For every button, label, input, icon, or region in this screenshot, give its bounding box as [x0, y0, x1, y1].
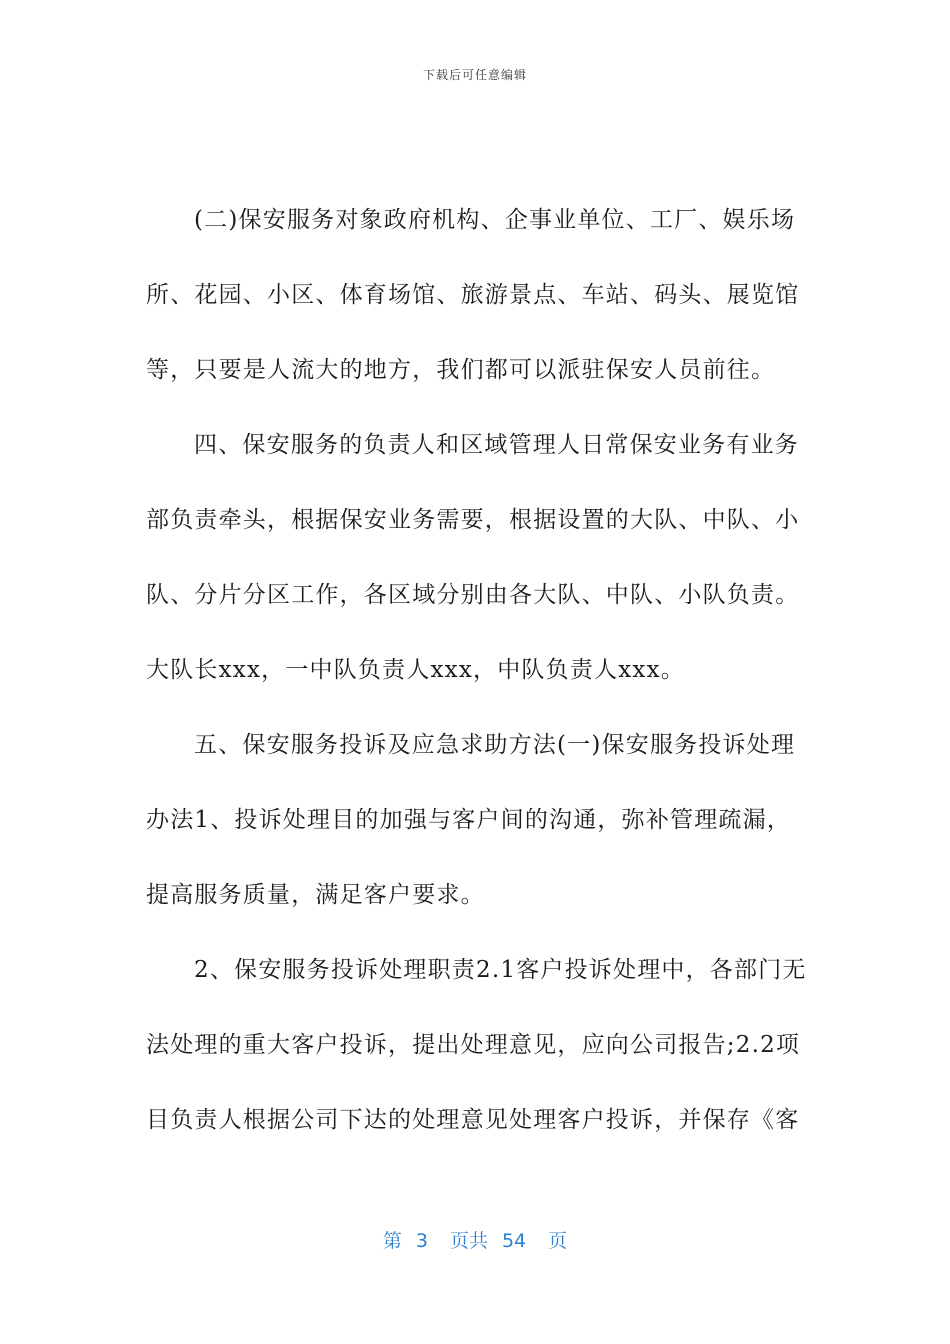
paragraph-3-line-1: 五、保安服务投诉及应急求助方法(一)保安服务投诉处理 — [194, 732, 796, 758]
paragraph-1-line-3: 等，只要是人流大的地方，我们都可以派驻保安人员前往。 — [146, 357, 776, 383]
document-body — [146, 197, 807, 1172]
footer-suffix: 页 — [548, 1230, 568, 1252]
paragraph-2-line-1: 四、保安服务的负责人和区域管理人日常保安业务有业务 — [194, 432, 799, 458]
paragraph-2-line-3: 队、分片分区工作，各区域分别由各大队、中队、小队负责。 — [146, 582, 800, 608]
footer-prefix: 第 — [382, 1230, 402, 1252]
page-footer — [0, 1226, 950, 1253]
paragraph-3-line-3: 提高服务质量，满足客户要求。 — [146, 882, 485, 908]
footer-middle: 页共 — [449, 1230, 488, 1252]
paragraph-4-line-1: 2、保安服务投诉处理职责2.1客户投诉处理中，各部门无 — [194, 957, 807, 983]
paragraph-3-line-2: 办法1、投诉处理目的加强与客户间的沟通，弥补管理疏漏， — [146, 807, 792, 833]
current-page-number: 3 — [415, 1230, 428, 1252]
paragraph-1-line-2: 所、花园、小区、体育场馆、旅游景点、车站、码头、展览馆 — [146, 282, 800, 308]
paragraph-1-line-1: (二)保安服务对象政府机构、企事业单位、工厂、娱乐场 — [194, 207, 796, 233]
paragraph-2-line-2: 部负责牵头，根据保安业务需要，根据设置的大队、中队、小 — [146, 507, 800, 533]
paragraph-4-line-2: 法处理的重大客户投诉，提出处理意见，应向公司报告;2.2项 — [146, 1032, 801, 1058]
total-pages-number: 54 — [501, 1230, 527, 1252]
paragraph-2-line-4: 大队长xxx，一中队负责人xxx，中队负责人xxx。 — [146, 657, 685, 683]
paragraph-4-line-3: 目负责人根据公司下达的处理意见处理客户投诉，并保存《客 — [146, 1107, 800, 1133]
header-note: 下载后可任意编辑 — [422, 68, 527, 82]
